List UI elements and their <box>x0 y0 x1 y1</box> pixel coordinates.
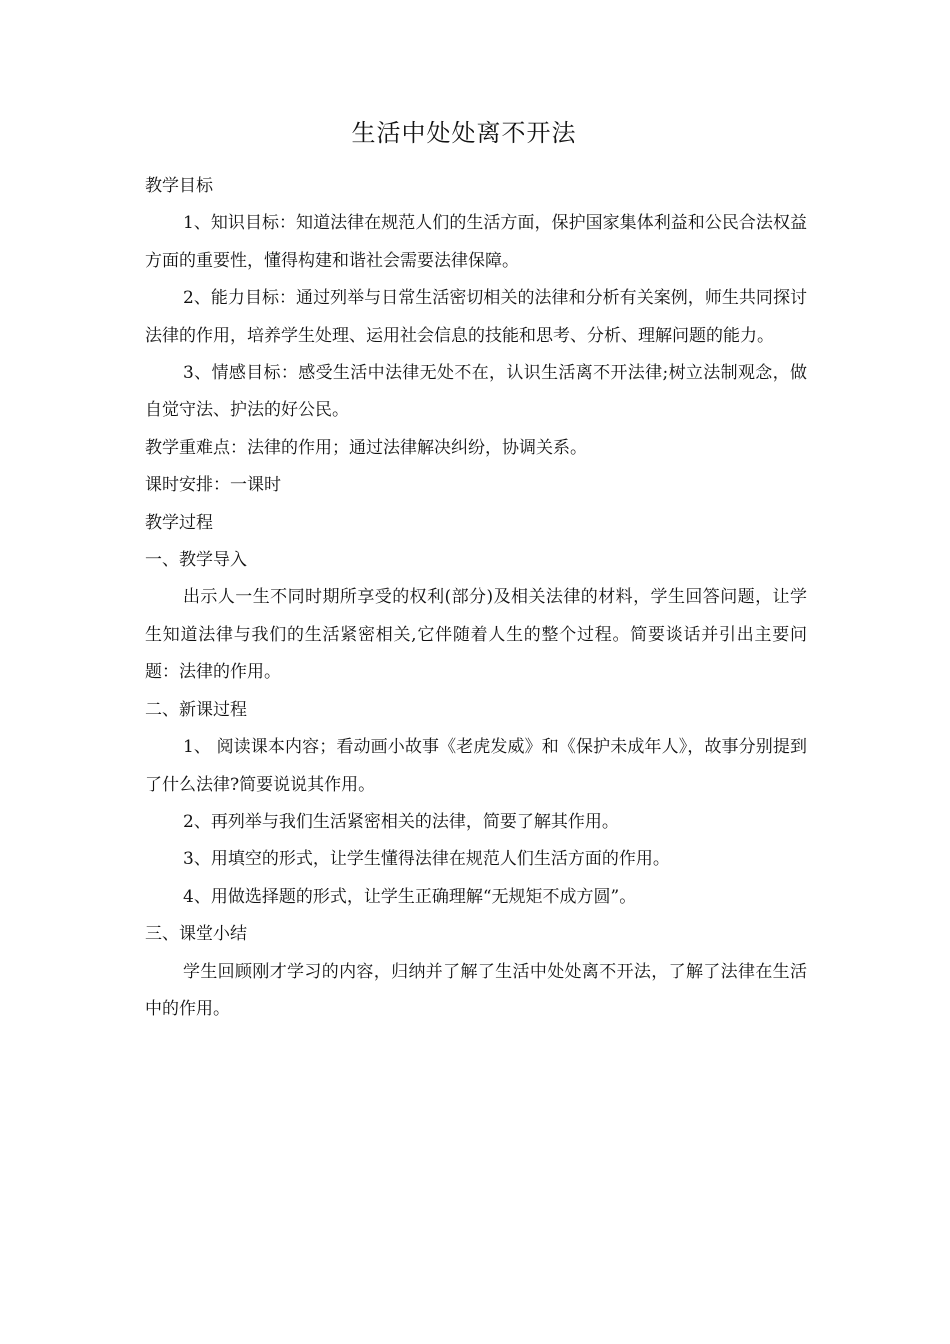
new-lesson-step-1: 1、 阅读课本内容；看动画小故事《老虎发威》和《保护未成年人》，故事分别提到了什么法律?简要说说其作用。 <box>145 737 807 795</box>
new-lesson-step-3: 3、用填空的形式，让学生懂得法律在规范人们生活方面的作用。 <box>183 849 670 870</box>
subsection-heading-new-lesson: 二、新课过程 <box>145 699 247 720</box>
section-heading-objectives: 教学目标 <box>145 176 213 196</box>
schedule: 课时安排：一课时 <box>145 475 281 496</box>
section-heading-process: 教学过程 <box>145 512 213 533</box>
objective-emotion: 3、情感目标：感受生活中法律无处不在，认识生活离不开法律;树立法制观念，做自觉守法、护法的好公民。 <box>145 363 807 421</box>
subsection-heading-intro: 一、教学导入 <box>145 550 247 571</box>
document-body <box>145 168 807 1028</box>
new-lesson-step-2: 2、再列举与我们生活紧密相关的法律，简要了解其作用。 <box>183 811 619 832</box>
new-lesson-step-4: 4、用做选择题的形式，让学生正确理解“无规矩不成方圆”。 <box>183 886 637 907</box>
objective-knowledge: 1、知识目标：知道法律在规范人们的生活方面，保护国家集体利益和公民合法权益方面的重要性，懂得构建和谐社会需要法律保障。 <box>145 213 807 271</box>
objective-ability: 2、能力目标：通过列举与日常生活密切相关的法律和分析有关案例，师生共同探讨法律的作用，培养学生处理、运用社会信息的技能和思考、分析、理解问题的能力。 <box>145 288 807 346</box>
key-points: 教学重难点：法律的作用；通过法律解决纠纷，协调关系。 <box>145 437 587 458</box>
intro-paragraph: 出示人一生不同时期所享受的权利(部分)及相关法律的材料，学生回答问题，让学生知道法律与我们的生活紧密相关,它伴随着人生的整个过程。简要谈话并引出主要问题：法律的作用。 <box>145 587 807 683</box>
document-title: 生活中处处离不开法 <box>351 119 577 147</box>
summary-paragraph: 学生回顾刚才学习的内容，归纳并了解了生活中处处离不开法，了解了法律在生活中的作用。 <box>145 961 807 1019</box>
subsection-heading-summary: 三、课堂小结 <box>145 924 247 945</box>
